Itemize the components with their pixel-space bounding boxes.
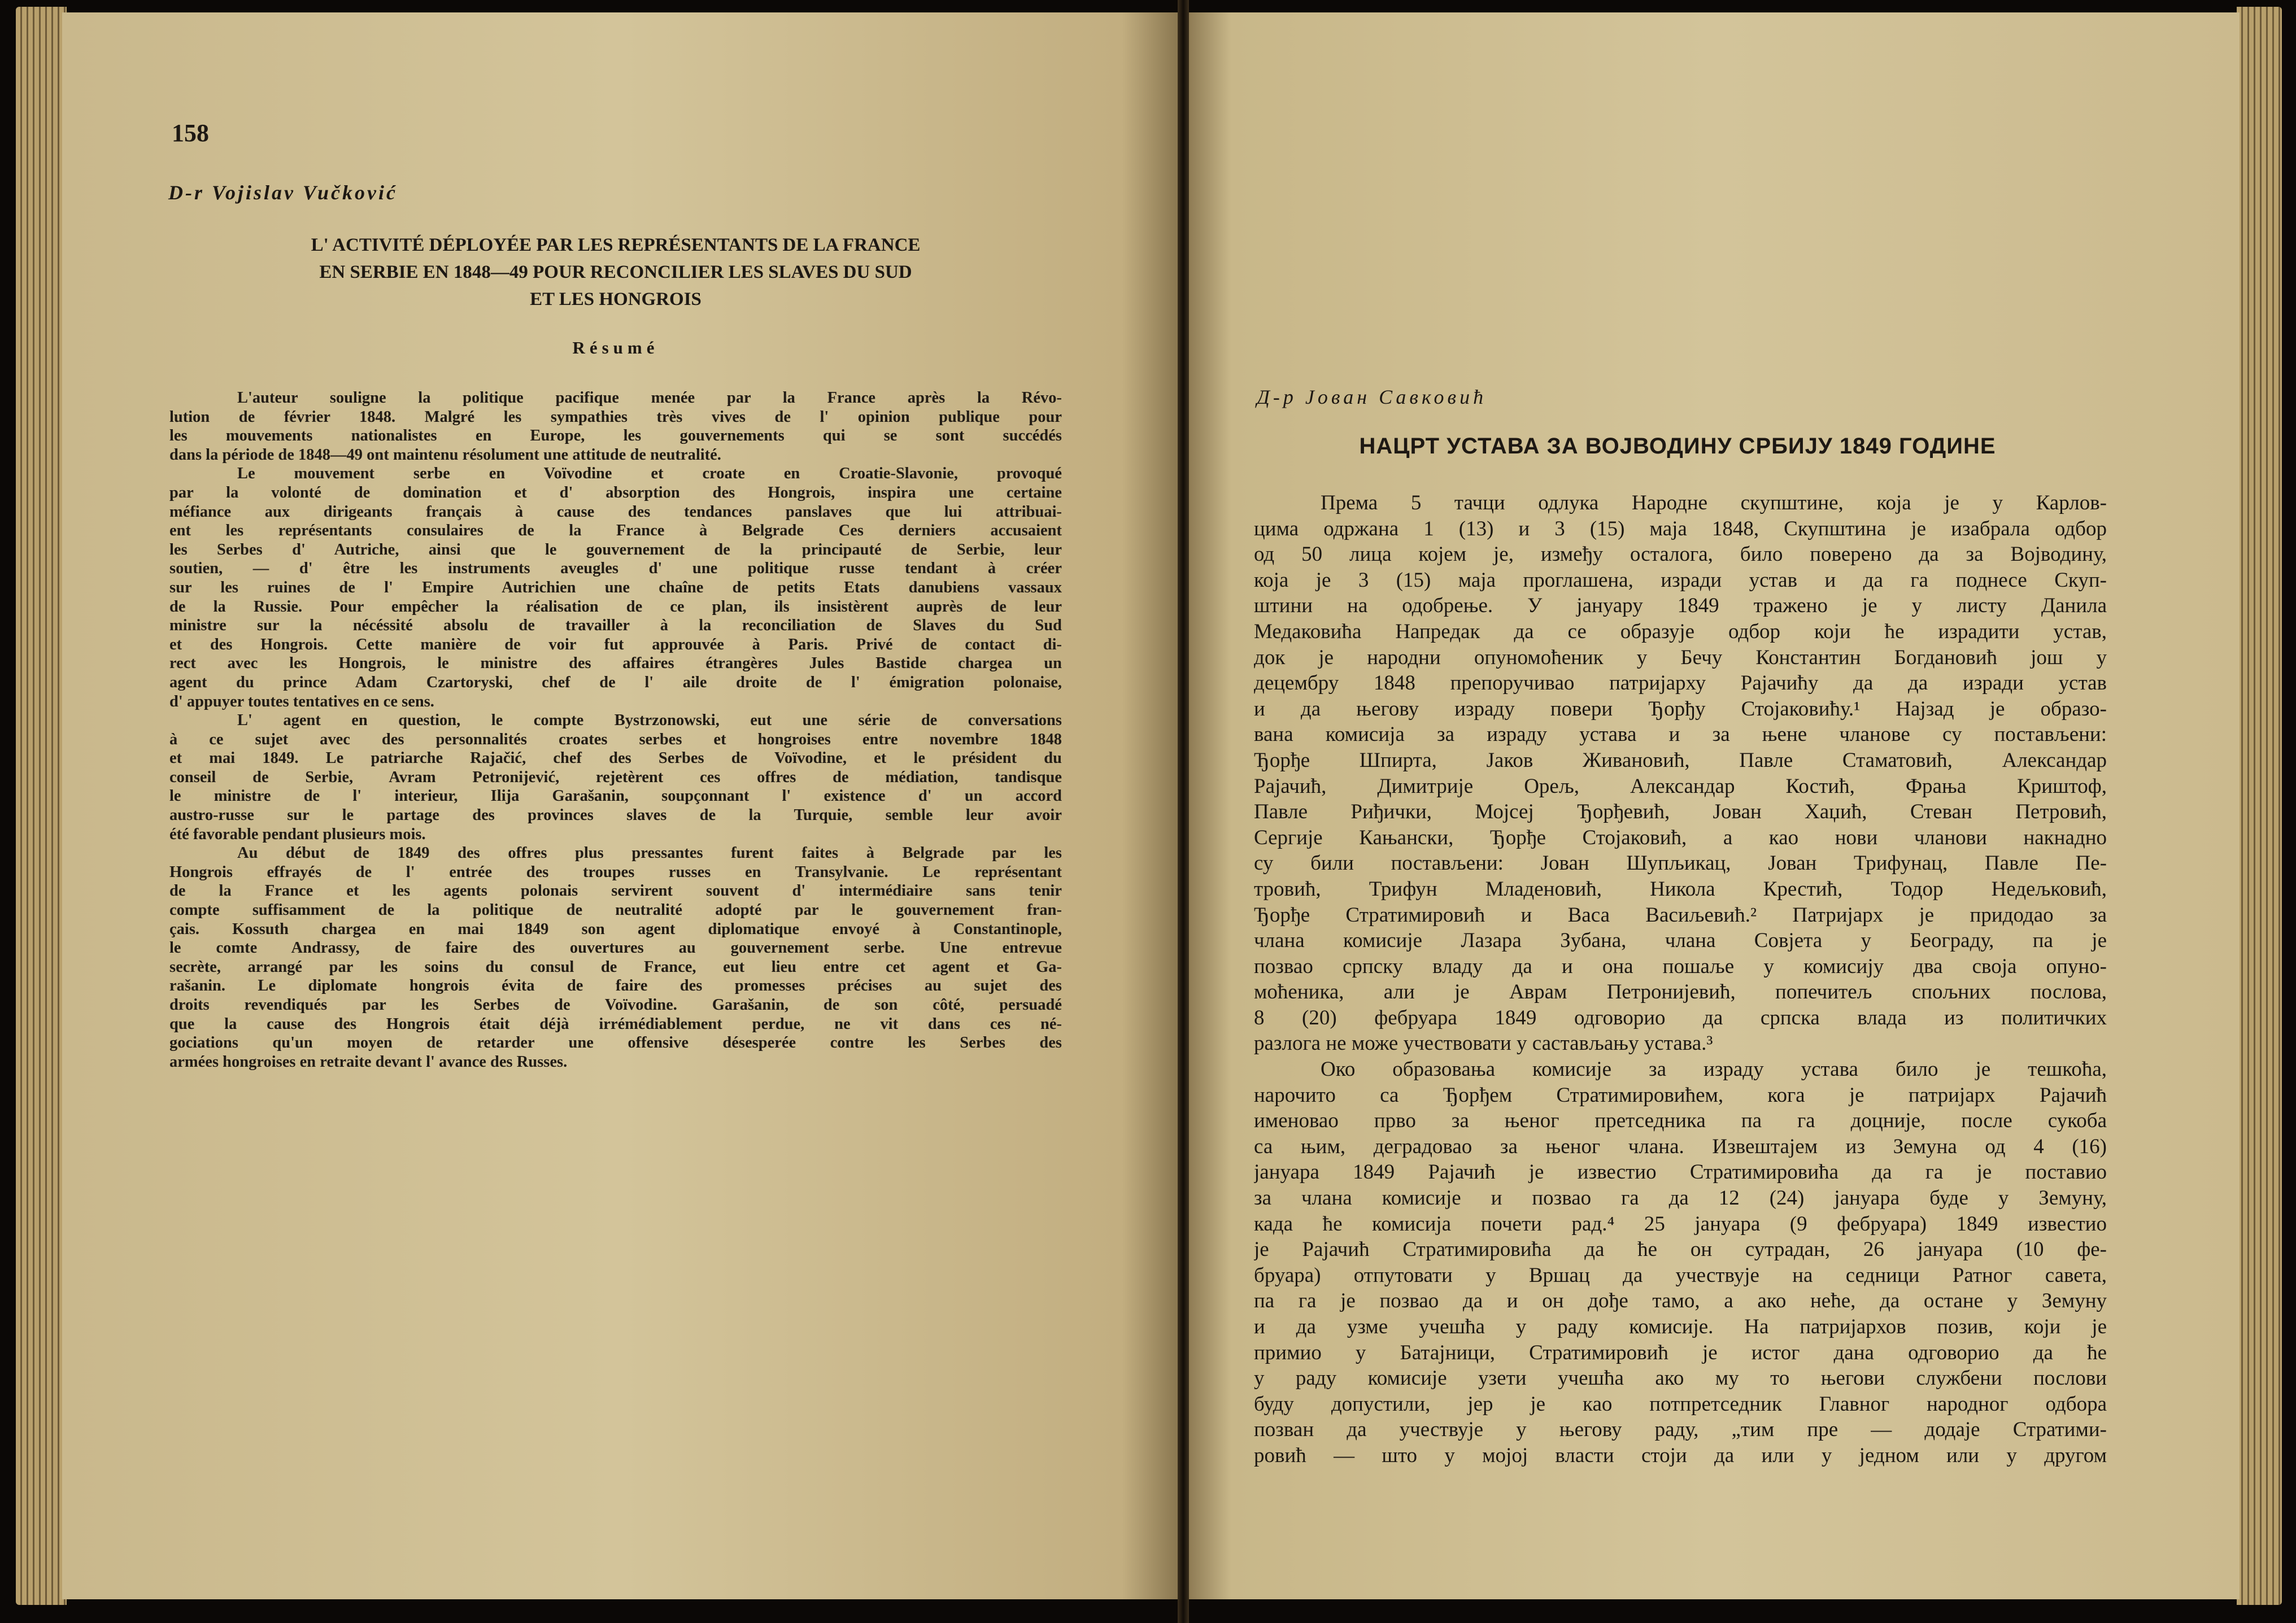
text-line: буду допустили, јер је као потпретседник Главног народног одбора <box>1254 1392 2107 1416</box>
text-line: le comte Andrassy, de faire des ouvertures au gouvernement serbe. Une entrevue <box>169 939 1062 957</box>
text-line: par la volonté de domination et d' absorption des Hongrois, inspira une certaine <box>169 483 1062 501</box>
text-line: de la France et les agents polonais servirent souvent d' intermédiaire sans tenir <box>169 882 1062 900</box>
text-line: rašanin. Le diplomate hongrois évita de faire des promesses précises au sujet des <box>169 977 1062 995</box>
text-line: les Serbes d' Autriche, ainsi que le gouvernement de la principauté de Serbie, leur <box>169 540 1062 559</box>
text-line: Око образовања комисије за израду устава било је тешкоћа, <box>1321 1058 2107 1081</box>
text-line: од 50 лица којем је, између осталога, било поверено да за Војводину, <box>1254 543 2107 566</box>
text-line: soutien, — d' être les instruments aveugles d' une politique russe tendant à créer <box>169 560 1062 578</box>
section-heading: Résumé <box>572 338 659 357</box>
body-text-right <box>1254 490 2107 1469</box>
text-line: Према 5 тачци одлука Народне скупштине, која је у Карлов- <box>1321 491 2107 514</box>
text-line: L' agent en question, le compte Bystrzonowski, eut une série de conversations <box>237 712 1062 730</box>
text-line: јануара 1849 Рајачић је известио Стратимировића да га је поставио <box>1254 1160 2107 1184</box>
text-line: ministre sur la nécéssité absolu de travailler à la reconciliation de Slaves du Sud <box>169 617 1062 635</box>
text-line: за члана комисије и позвао га да 12 (24) јануара буде у Земуну, <box>1254 1186 2107 1210</box>
text-line: нарочито са Ђорђем Стратимировићем, кога је патријарх Рајачић <box>1254 1083 2107 1107</box>
text-line: 8 (20) фебруара 1849 одговорио да српска влада из политичких <box>1254 1006 2107 1029</box>
text-line: Ђорђе Шпирта, Јаков Живановић, Павле Стаматовић, Александар <box>1254 748 2107 772</box>
text-line: agent du prince Adam Czartoryski, chef de l' aile droite de l' émigration polonaise, <box>169 673 1062 691</box>
text-line: члана комисије Лазара Зубана, члана Совјета у Београду, па је <box>1254 929 2107 953</box>
text-line: dans la période de 1848—49 ont maintenu résolument une attitude de neutralité. <box>169 446 721 464</box>
text-line: Павле Риђички, Мојсеј Ђорђевић, Јован Хаџић, Стеван Петровић, <box>1254 800 2107 824</box>
title-line: EN SERBIE EN 1848—49 POUR RECONCILIER LES SLAVES DU SUD <box>319 262 912 282</box>
text-line: Ђорђе Стратимировић и Васа Васиљевић.² Патријарх је придодао за <box>1254 903 2107 927</box>
text-line: armées hongroises en retraite devant l' avance des Russes. <box>169 1053 568 1071</box>
text-line: rect avec les Hongrois, le ministre des affaires étrangères Jules Bastide chargea un <box>169 655 1062 673</box>
author-right: Д-р Јован Савковић <box>1257 386 1487 408</box>
right-page-edges <box>2237 7 2282 1605</box>
text-line: разлога не може учествовати у састављању устава.³ <box>1254 1032 1713 1055</box>
text-line: па га је позвао да и он дође тамо, а ако неће, да остане у Земуну <box>1254 1289 2107 1313</box>
text-line: conseil de Serbie, Avram Petronijević, rejetèrent ces offres de médiation, tandisque <box>169 768 1062 786</box>
text-line: que la cause des Hongrois était déjà irrémédiablement perdue, ne vit dans ces né- <box>169 1015 1062 1033</box>
text-line: позван да учествује у његову раду, „тим пре — додаје Стратими- <box>1254 1418 2107 1442</box>
text-line: secrète, arrangé par les soins du consul de France, eut lieu entre cet agent et Ga- <box>169 958 1062 976</box>
text-line: која је 3 (15) маја проглашена, изради устав и да га поднесе Скуп- <box>1254 568 2107 592</box>
text-line: été favorable pendant plusieurs mois. <box>169 825 426 843</box>
text-line: méfiance aux dirigeants français à cause des tendances panslaves que lui attribuai- <box>169 503 1062 521</box>
text-line: lution de février 1848. Malgré les sympathies très vives de l' opinion publique pour <box>169 408 1062 426</box>
text-line: у раду комисије узети учешћа ако му то његови службени послови <box>1254 1367 2107 1390</box>
text-line: моћеника, али је Аврам Петронијевић, попечитељ спољних послова, <box>1254 980 2107 1004</box>
text-line: ровић — што у мојој власти стоји да или у једном или у другом <box>1254 1443 2107 1467</box>
text-line: је Рајачић Стратимировића да ће он сутрадан, 26 јануара (10 фе- <box>1254 1238 2107 1262</box>
author-left: D-r Vojislav Vučković <box>168 181 398 204</box>
text-line: и да узме учешћа у раду комисије. На патријархов позив, који је <box>1254 1315 2107 1338</box>
text-line: à ce sujet avec des personnalités croates serbes et hongroises entre novembre 1848 <box>169 730 1062 748</box>
text-line: gociations qu'un moyen de retarder une offensive désesperée contre les Serbes des <box>169 1034 1062 1052</box>
text-line: compte suffisamment de la politique de neutralité adopté par le gouvernement fran- <box>169 901 1062 919</box>
text-line: су били постављени: Јован Шупљикац, Јован Трифунац, Павле Пе- <box>1254 852 2107 875</box>
text-line: d' appuyer toutes tentatives en ce sens. <box>169 692 434 710</box>
text-line: sur les ruines de l' Empire Autrichien une chaîne de petits Etats danubiens vassaux <box>169 578 1062 596</box>
text-line: тровић, Трифун Младеновић, Никола Крестић, Тодор Недељковић, <box>1254 877 2107 901</box>
text-line: de la Russie. Pour empêcher la réalisation de ce plan, ils insistèrent auprès de leur <box>169 597 1062 616</box>
text-line: et mai 1849. Le patriarche Rajačić, chef des Serbes de Voïvodine, et le président du <box>169 749 1062 767</box>
book-gutter <box>1178 0 1189 1623</box>
article-title-right: НАЦРТ УСТАВА ЗА ВОЈВОДИНУ СРБИЈУ 1849 ГОДИНЕ <box>1359 434 1996 459</box>
text-line: et des Hongrois. Cette manière de voir fut approuvée à Paris. Privé de contact di- <box>169 635 1062 653</box>
text-line: када ће комисија почети рад.⁴ 25 јануара (9 фебруара) 1849 известио <box>1254 1212 2107 1236</box>
text-line: les mouvements nationalistes en Europe, les gouvernements qui se sont succédés <box>169 427 1062 445</box>
body-text-left <box>169 389 1062 1071</box>
text-line: позвао српску владу да и она пошаље у комисију два своја опуно- <box>1254 954 2107 978</box>
text-line: droits revendiqués par les Serbes de Voïvodine. Garašanin, de son côté, persuadé <box>169 996 1062 1014</box>
text-line: Le mouvement serbe en Voïvodine et croate en Croatie-Slavonie, provoqué <box>237 465 1062 483</box>
text-line: децембру 1848 препоручивао патријарху Рајачићу да да изради устав <box>1254 671 2107 695</box>
text-line: цима одржана 1 (13) и 3 (15) маја 1848, Скупштина је изабрала одбор <box>1254 517 2107 540</box>
text-line: док је народни опуномоћеник у Бечу Константин Богдановић још у <box>1254 645 2107 669</box>
text-line: вана комисија за израду устава и за њене чланове су постављени: <box>1254 723 2107 747</box>
text-line: L'auteur souligne la politique pacifique menée par la France après la Révo- <box>237 389 1062 407</box>
text-line: и да његову израду повери Ђорђу Стојаковићу.¹ Најзад је образо- <box>1254 697 2107 721</box>
text-line: le ministre de l' interieur, Ilija Garašanin, soupçonnant l' existence d' un accord <box>169 787 1062 805</box>
text-line: бруара) отпутовати у Вршац да учествује на седници Ратног савета, <box>1254 1263 2107 1287</box>
text-line: примио у Батајници, Стратимировић је истог дана одговорио да ће <box>1254 1341 2107 1364</box>
text-line: Рајачић, Димитрије Орељ, Александар Костић, Фрања Криштоф, <box>1254 774 2107 798</box>
left-page-edges <box>16 7 67 1605</box>
text-line: Медаковића Напредак да се образује одбор који ће израдити устав, <box>1254 619 2107 643</box>
text-line: çais. Kossuth chargea en mai 1849 son agent diplomatique envoyé à Constantinople, <box>169 920 1062 938</box>
title-line: ET LES HONGROIS <box>530 289 702 309</box>
text-line: именовао прво за њеног претседника па га доцније, после сукоба <box>1254 1109 2107 1133</box>
title-line: L' ACTIVITÉ DÉPLOYÉE PAR LES REPRÉSENTANTS DE LA FRANCE <box>311 235 921 255</box>
article-title-left <box>169 232 1062 313</box>
text-line: ent les représentants consulaires de la France à Belgrade Ces derniers accusaient <box>169 522 1062 540</box>
text-line: Hongrois effrayés de l' entrée des troupes russes en Transylvanie. Le représentant <box>169 863 1062 881</box>
text-line: Au début de 1849 des offres plus pressantes furent faites à Belgrade par les <box>237 844 1062 862</box>
text-line: са њим, деградовао за њеног члана. Извештајем из Земуна од 4 (16) <box>1254 1135 2107 1158</box>
page-number: 158 <box>172 119 209 147</box>
text-line: austro-russe sur le partage des provinces slaves de la Turquie, semble leur avoir <box>169 806 1062 824</box>
text-line: штини на одобрење. У јануару 1849 тражено је у листу Данила <box>1254 594 2107 618</box>
text-line: Сергије Кањански, Ђорђе Стојаковић, а као нови чланови накнадно <box>1254 826 2107 849</box>
